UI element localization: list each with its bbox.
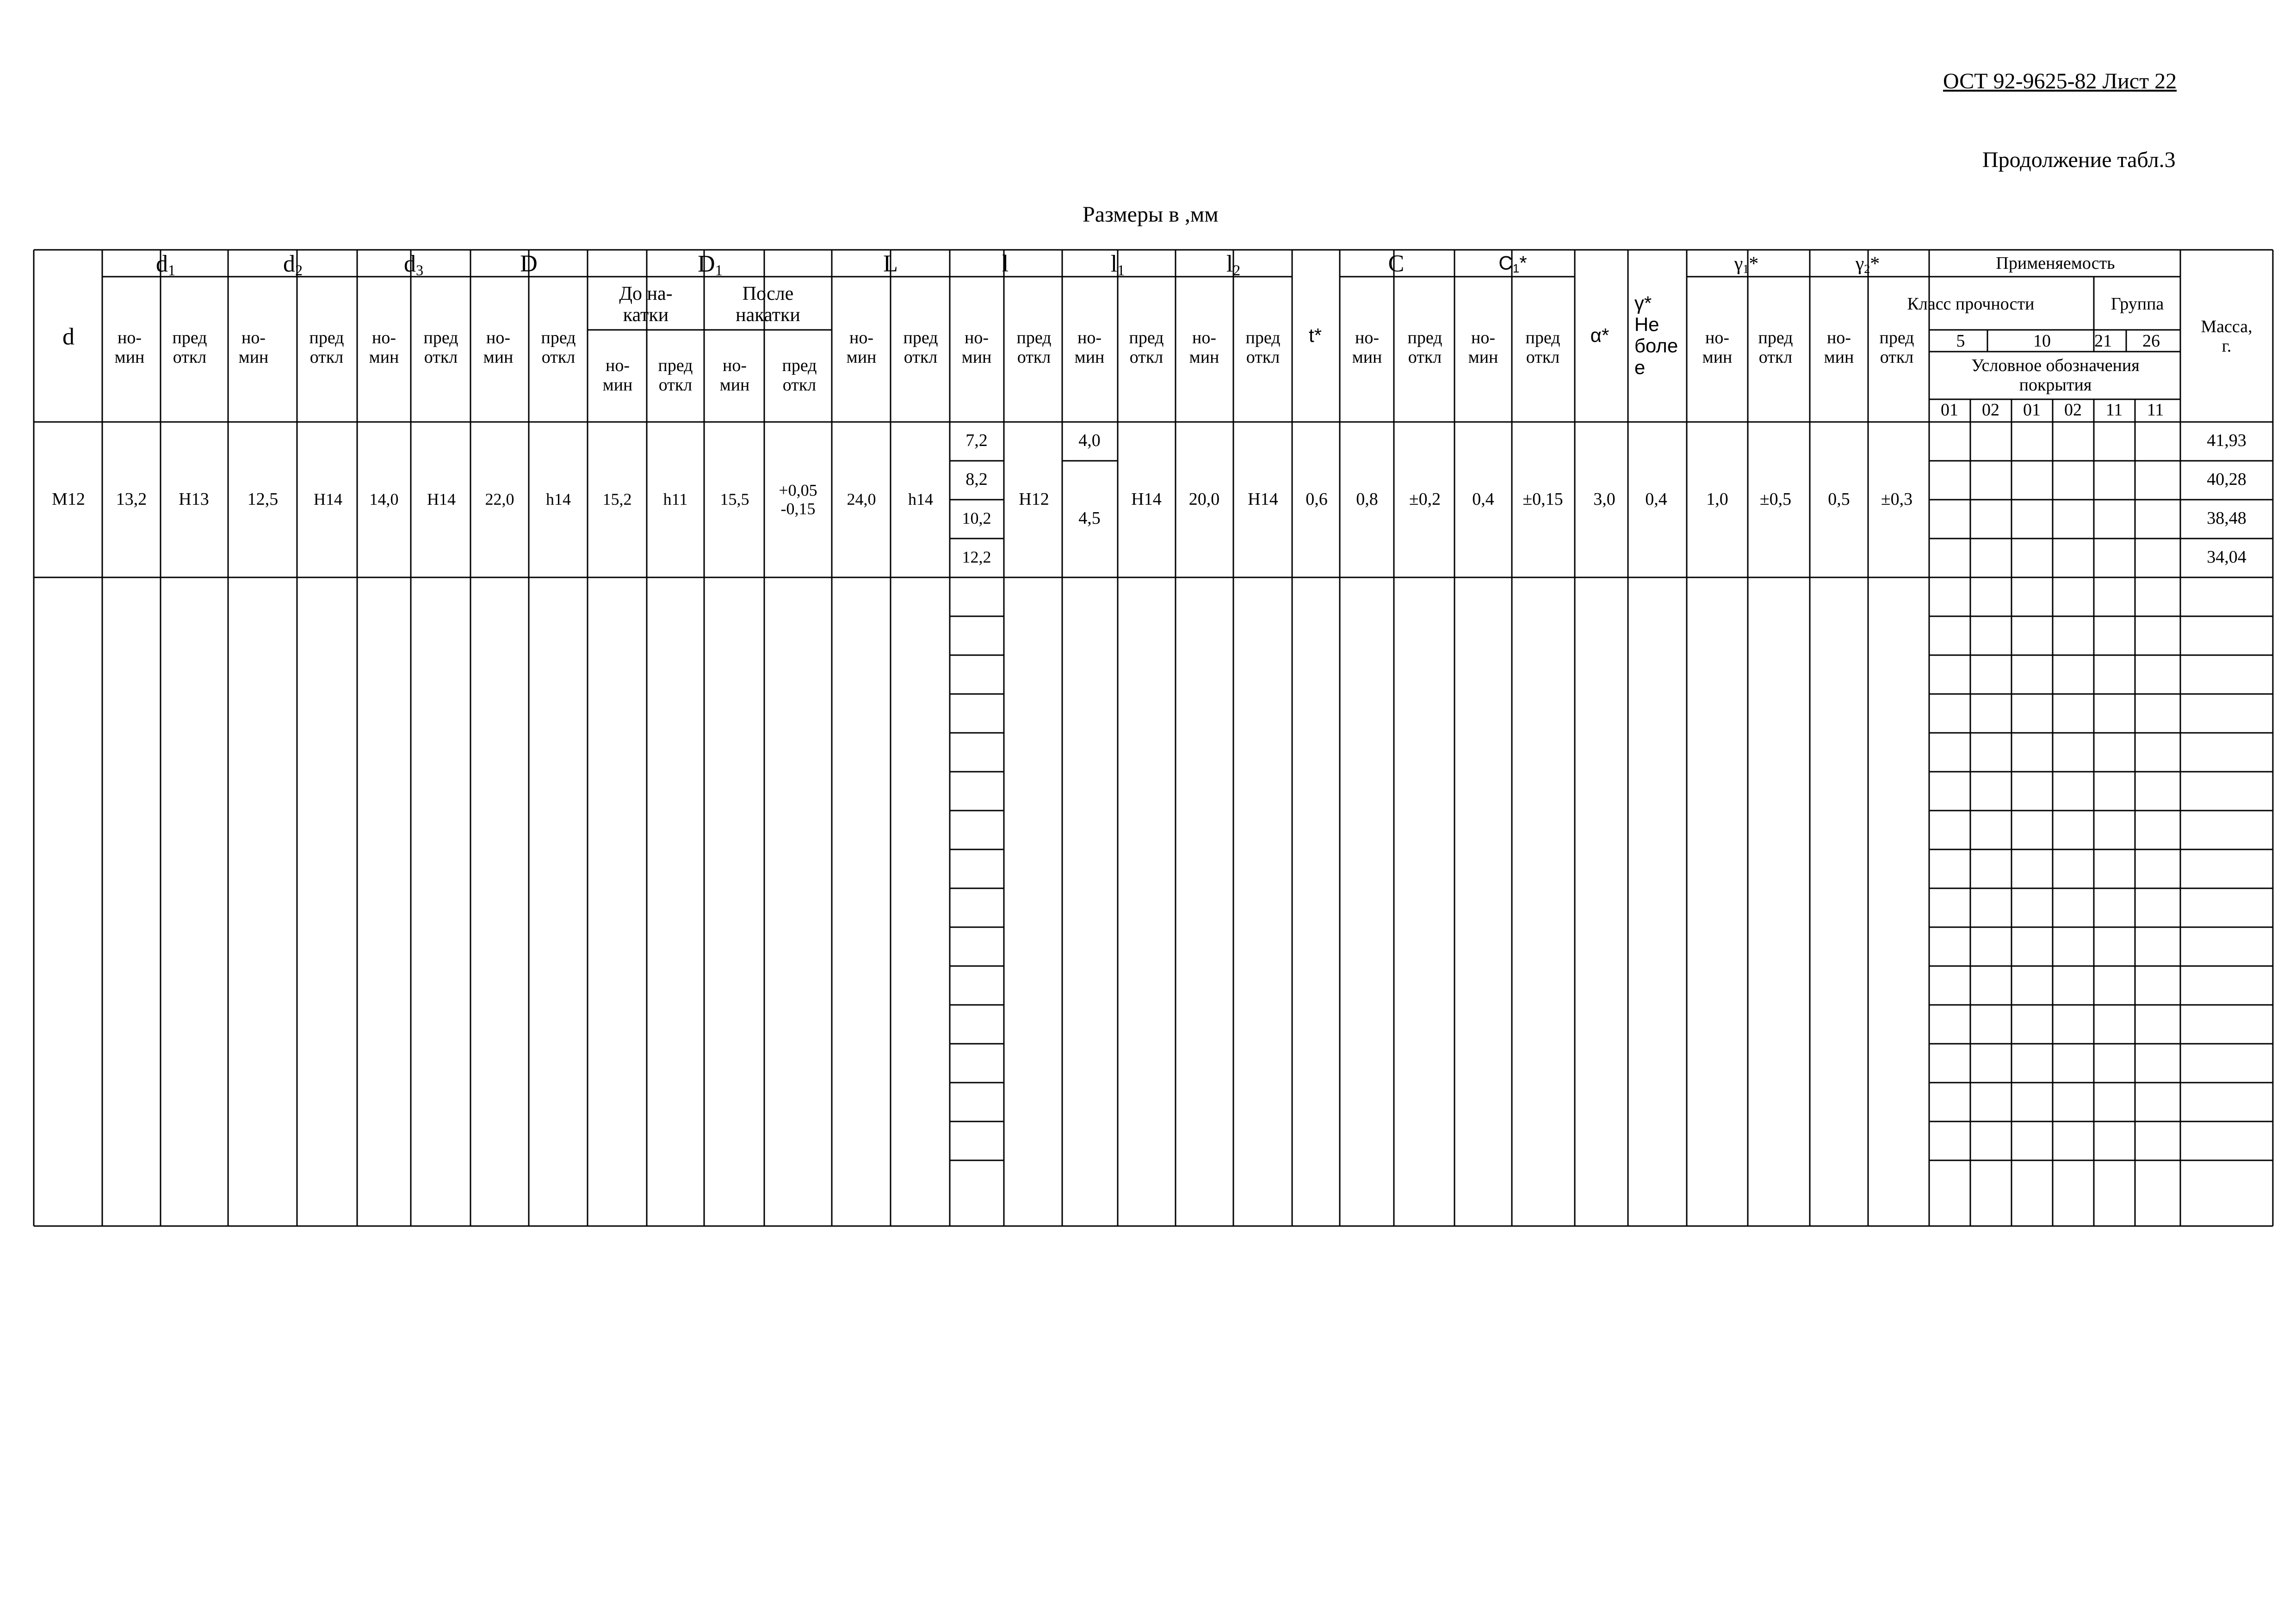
header-gamma2: $\gamma_2*$ [1855,253,1880,276]
cell-C1-pred: ±0,15 [1522,489,1563,509]
cell-l1-nom: 4,5 [1078,508,1101,528]
cell-l-nom: 10,2 [962,509,991,528]
header-pred: пред откл [1407,328,1442,367]
header-nom: но- мин [846,328,877,367]
header-D1-before: До на- катки [619,283,673,326]
header-gamma: γ* Не боле е [1634,292,1678,378]
cell-d1-nom: 13,2 [116,489,147,509]
header-nom: но- мин [1352,328,1382,367]
header-pred: пред откл [903,328,938,367]
document-code: ОСТ 92-9625-82 Лист 22 [1943,69,2177,93]
header-nom: но- мин [483,328,514,367]
cell-d2-pred: Н14 [314,490,342,509]
coating-code: 02 [1982,400,1999,420]
header-pred: пред откл [423,328,458,367]
header-nom: но- мин [369,328,399,367]
header-strength-class: Класс прочности [1907,294,2035,314]
cell-D-nom: 22,0 [485,490,514,509]
header-class-5: 5 [1956,331,1965,351]
header-pred: пред откл [309,328,344,367]
cell-l-nom: 12,2 [962,548,991,567]
table-continuation-note: Продолжение табл.3 [1982,148,2176,172]
header-D: D [520,250,538,277]
cell-gamma2-pred: ±0,3 [1881,489,1913,509]
header-pred: пред откл [1016,328,1052,367]
header-C1: $C_1*$ [1498,252,1527,275]
header-pred: пред откл [1129,328,1164,367]
coating-code: 11 [2147,400,2164,420]
cell-l1-pred: Н14 [1131,489,1162,509]
header-d: d [62,323,74,350]
header-pred: пред откл [1525,328,1560,367]
cell-gamma1-nom: 1,0 [1706,489,1728,509]
header-nom: но- мин [719,356,750,395]
header-d2: $d_2$ [283,250,303,279]
header-group-21: 21 [2094,331,2112,351]
cell-D1-after-pred: +0,05 -0,15 [779,481,817,518]
cell-d3-nom: 14,0 [369,490,399,509]
header-nom: но- мин [1189,328,1219,367]
header-gamma1: $\gamma_1*$ [1734,253,1759,276]
header-nom: но- мин [1824,328,1854,367]
header-nom: но- мин [602,356,633,395]
header-nom: но- мин [238,328,269,367]
cell-alpha: 3,0 [1593,489,1615,509]
cell-l-pred: Н12 [1019,489,1049,509]
cell-gamma: 0,4 [1645,489,1667,509]
cell-d1-pred: Н13 [179,489,209,509]
cell-l2-pred: Н14 [1248,489,1278,509]
coating-code: 01 [2023,400,2041,420]
header-nom: но- мин [1468,328,1498,367]
header-alpha: α* [1590,324,1609,346]
cell-gamma1-pred: ±0,5 [1759,489,1792,509]
header-pred: пред откл [1879,328,1914,367]
cell-l2-nom: 20,0 [1188,489,1220,509]
coating-code: 02 [2064,400,2082,420]
header-pred: пред откл [541,328,576,367]
header-t: t* [1308,324,1322,346]
header-group: Группа [2110,294,2164,314]
cell-d: М12 [52,489,85,509]
header-nom: но- мин [961,328,992,367]
cell-D1-before-nom: 15,2 [602,490,632,509]
cell-mass: 34,04 [2207,547,2246,567]
header-pred: пред откл [782,356,817,395]
coating-code: 01 [1941,400,1958,420]
header-group-26: 26 [2142,331,2160,351]
header-L: L [883,250,898,277]
cell-L-nom: 24,0 [847,490,876,509]
header-l: l [1002,250,1009,277]
header-l1: $l_1$ [1110,250,1125,279]
cell-D1-before-pred: h11 [663,490,688,509]
header-mass: Масса, г. [2201,317,2253,356]
cell-D-pred: h14 [546,490,571,509]
header-nom: но- мин [1702,328,1733,367]
header-nom: но- мин [1074,328,1105,367]
cell-l-nom: 7,2 [965,431,988,451]
header-coating: Условное обозначения покрытия [1971,356,2140,395]
header-nom: но- мин [114,328,145,367]
header-applicability: Применяемость [1996,254,2115,273]
header-D1-after: После накатки [736,283,800,326]
cell-mass: 38,48 [2207,508,2246,528]
header-pred: пред откл [172,328,207,367]
cell-C1-nom: 0,4 [1472,489,1494,509]
cell-gamma2-nom: 0,5 [1828,489,1850,509]
header-D1: $D_1$ [698,250,723,279]
header-class-10: 10 [2033,331,2051,351]
header-pred: пред откл [1758,328,1793,367]
header-C: C [1388,250,1405,277]
cell-D1-after-nom: 15,5 [720,490,749,509]
cell-t: 0,6 [1306,489,1328,509]
cell-d2-nom: 12,5 [247,489,278,509]
cell-d3-pred: Н14 [427,490,456,509]
header-d3: $d_3$ [403,250,424,279]
header-pred: пред откл [658,356,693,395]
dimensions-caption: Размеры в ,мм [1083,202,1219,227]
coating-code: 11 [2105,400,2123,420]
header-d1: $d_1$ [155,250,176,279]
cell-l1-nom: 4,0 [1078,431,1101,451]
cell-mass: 41,93 [2207,431,2246,451]
cell-C-pred: ±0,2 [1409,489,1441,509]
header-l2: $l_2$ [1226,250,1241,279]
cell-mass: 40,28 [2207,470,2246,489]
cell-L-pred: h14 [908,490,933,509]
header-pred: пред откл [1245,328,1281,367]
cell-l-nom: 8,2 [965,470,988,489]
cell-C-nom: 0,8 [1356,489,1378,509]
